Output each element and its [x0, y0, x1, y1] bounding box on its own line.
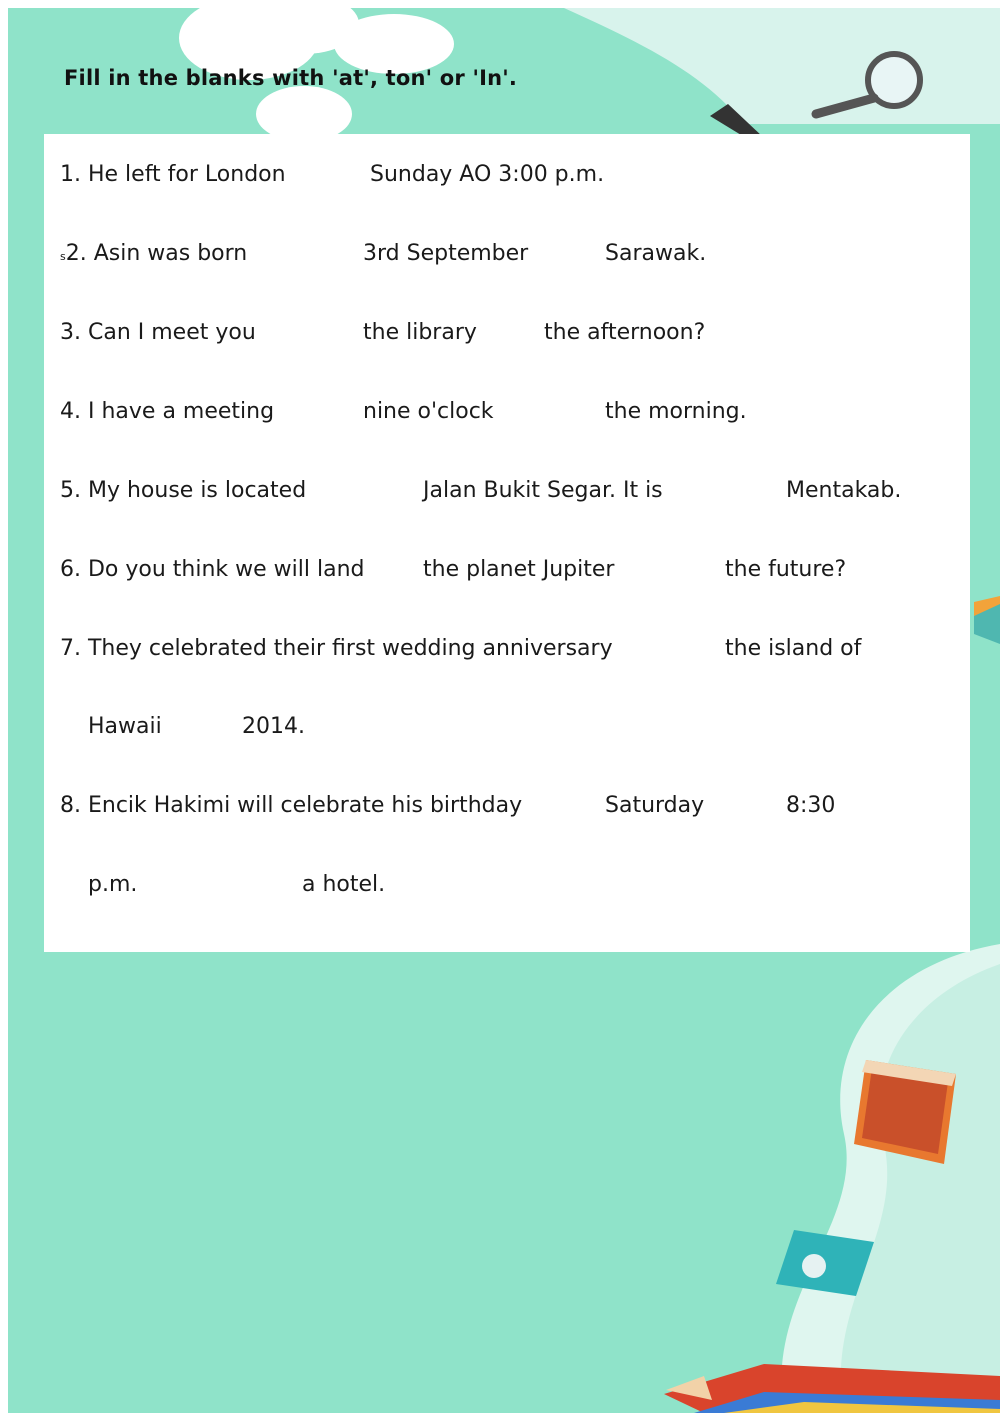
question-2-lead: 2. Asin was born [65, 241, 248, 266]
question-6-text: the future? [725, 557, 847, 582]
exercise-card [44, 134, 970, 952]
question-2-text: Sarawak. [605, 241, 707, 266]
question-7-text: 7. They celebrated their first wedding anniversary [60, 636, 613, 661]
question-8-text: a hotel. [302, 872, 386, 897]
question-7-text: Hawaii [88, 714, 162, 739]
instruction-heading: Fill in the blanks with 'at', ton' or 'In'. [64, 66, 518, 90]
question-8-text: Saturday [605, 793, 705, 818]
question-1-text: 1. He left for London [60, 162, 286, 187]
question-4-text: the morning. [605, 399, 747, 424]
question-5-text: 5. My house is located [60, 478, 307, 503]
question-7-text: 2014. [242, 714, 305, 739]
question-1-text: Sunday AO 3:00 p.m. [370, 162, 605, 187]
question-8-text: p.m. [88, 872, 138, 897]
question-6-text: the planet Jupiter [423, 557, 615, 582]
question-5-text: Jalan Bukit Segar. It is [423, 478, 663, 503]
question-6-text: 6. Do you think we will land [60, 557, 365, 582]
question-3-text: the library [363, 320, 477, 345]
question-2-text: 3rd September [363, 241, 529, 266]
question-3-text: 3. Can I meet you [60, 320, 256, 345]
question-5-text: Mentakab. [786, 478, 902, 503]
sharpener-icon [776, 1230, 874, 1296]
question-4-text: 4. I have a meeting [60, 399, 275, 424]
stray-character: s [60, 250, 66, 263]
question-4-text: nine o'clock [363, 399, 494, 424]
question-3-text: the afternoon? [544, 320, 706, 345]
question-2-text [60, 241, 247, 266]
question-8-text: 8:30 [786, 793, 836, 818]
question-7-text: the island of [725, 636, 862, 661]
question-8-text: 8. Encik Hakimi will celebrate his birthday [60, 793, 523, 818]
